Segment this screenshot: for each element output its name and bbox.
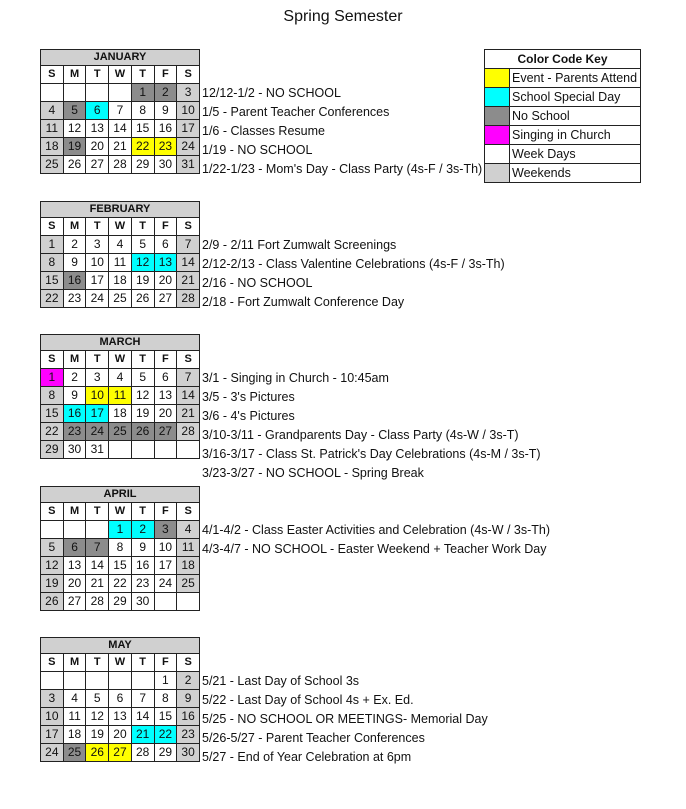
event-note: 1/5 - Parent Teacher Conferences [202,105,390,119]
day-of-week-header: W [109,654,132,672]
day-of-week-header: T [131,503,154,521]
month-notes [202,672,488,767]
week-row [41,405,200,423]
day-of-week-header: F [154,351,177,369]
key-row-singing [485,126,641,145]
day-cell: 22 [109,575,132,593]
empty-day-cell [41,672,64,690]
day-cell: 11 [41,120,64,138]
day-cell: 27 [86,156,109,174]
day-cell: 9 [154,102,177,120]
day-cell: 9 [63,254,86,272]
day-cell: 27 [154,290,177,308]
empty-day-cell [154,593,177,611]
day-of-week-header: M [63,351,86,369]
day-cell: 26 [131,423,154,441]
week-row [41,521,200,539]
day-cell: 14 [109,120,132,138]
day-cell: 10 [86,387,109,405]
day-cell: 24 [154,575,177,593]
day-cell: 4 [109,236,132,254]
month-calendar [40,637,200,762]
day-cell: 28 [86,593,109,611]
day-cell: 26 [131,290,154,308]
event-note: 3/5 - 3's Pictures [202,390,295,404]
event-note: 1/22-1/23 - Mom's Day - Class Party (4s-F / 3s-Th) [202,162,483,176]
day-cell: 25 [177,575,200,593]
weekends-swatch [485,164,510,183]
day-cell: 17 [86,405,109,423]
day-cell: 16 [131,557,154,575]
day-cell: 8 [41,387,64,405]
key-row-no-school [485,107,641,126]
month-march [40,334,200,459]
day-cell: 6 [63,539,86,557]
week-row [41,441,200,459]
day-cell: 21 [86,575,109,593]
event-note: 1/6 - Classes Resume [202,124,325,138]
month-calendar [40,334,200,459]
day-cell: 15 [154,708,177,726]
day-cell: 1 [41,369,64,387]
event-note: 3/10-3/11 - Grandparents Day - Class Party (4s-W / 3s-T) [202,428,519,442]
day-cell: 11 [63,708,86,726]
week-row [41,672,200,690]
day-of-week-header: S [41,503,64,521]
key-row-event [485,69,641,88]
week-row [41,387,200,405]
day-of-week-header: W [109,66,132,84]
key-row-weekends [485,164,641,183]
day-cell: 11 [109,387,132,405]
day-cell: 29 [154,744,177,762]
day-cell: 25 [109,423,132,441]
day-cell: 1 [131,84,154,102]
day-cell: 27 [109,744,132,762]
day-of-week-header: S [41,351,64,369]
day-cell: 28 [109,156,132,174]
day-of-week-header: T [86,66,109,84]
event-note: 2/12-2/13 - Class Valentine Celebrations (4s-F / 3s-Th) [202,257,505,271]
day-of-week-header: S [41,654,64,672]
month-name: JANUARY [41,50,200,66]
week-row [41,156,200,174]
event-note: 3/1 - Singing in Church - 10:45am [202,371,389,385]
day-cell: 15 [41,405,64,423]
page-title: Spring Semester [283,8,403,25]
day-cell: 14 [177,254,200,272]
day-cell: 26 [86,744,109,762]
empty-day-cell [109,441,132,459]
day-cell: 12 [86,708,109,726]
empty-day-cell [86,672,109,690]
day-cell: 20 [109,726,132,744]
day-cell: 18 [109,272,132,290]
day-cell: 29 [41,441,64,459]
day-cell: 3 [154,521,177,539]
empty-day-cell [63,672,86,690]
day-cell: 19 [131,405,154,423]
empty-day-cell [131,441,154,459]
day-cell: 1 [109,521,132,539]
day-cell: 30 [177,744,200,762]
day-of-week-header: F [154,654,177,672]
day-cell: 14 [131,708,154,726]
key-label: Singing in Church [510,126,641,145]
day-cell: 30 [131,593,154,611]
day-cell: 7 [86,539,109,557]
day-cell: 2 [177,672,200,690]
day-cell: 10 [41,708,64,726]
day-cell: 16 [63,272,86,290]
day-cell: 19 [131,272,154,290]
day-cell: 15 [41,272,64,290]
day-of-week-header: T [86,654,109,672]
empty-day-cell [86,521,109,539]
day-cell: 24 [177,138,200,156]
day-cell: 28 [177,290,200,308]
day-cell: 4 [41,102,64,120]
day-cell: 6 [109,690,132,708]
event-note: 1/19 - NO SCHOOL [202,143,313,157]
empty-day-cell [86,84,109,102]
day-cell: 2 [63,369,86,387]
day-cell: 9 [177,690,200,708]
week-row [41,272,200,290]
month-notes [202,236,505,312]
week-row [41,708,200,726]
day-of-week-header: M [63,503,86,521]
empty-day-cell [154,441,177,459]
day-cell: 18 [109,405,132,423]
day-of-week-header: S [177,503,200,521]
day-of-week-header: T [86,503,109,521]
month-notes [202,84,482,179]
day-of-week-header: T [86,218,109,236]
event-note: 2/9 - 2/11 Fort Zumwalt Screenings [202,238,397,252]
day-of-week-header: S [41,218,64,236]
day-cell: 16 [177,708,200,726]
day-cell: 2 [63,236,86,254]
day-cell: 22 [131,138,154,156]
day-of-week-header: S [177,654,200,672]
event-note: 5/26-5/27 - Parent Teacher Conferences [202,731,425,745]
day-cell: 10 [154,539,177,557]
month-name: FEBRUARY [41,202,200,218]
day-of-week-header: M [63,654,86,672]
day-cell: 1 [154,672,177,690]
week-row [41,84,200,102]
day-cell: 3 [86,236,109,254]
day-cell: 12 [41,557,64,575]
week-row [41,120,200,138]
day-cell: 29 [109,593,132,611]
day-cell: 31 [177,156,200,174]
day-of-week-header: T [131,351,154,369]
day-cell: 29 [131,156,154,174]
event-note: 4/3-4/7 - NO SCHOOL - Easter Weekend + Teacher Work Day [202,542,547,556]
day-cell: 27 [63,593,86,611]
week-row [41,593,200,611]
day-cell: 7 [131,690,154,708]
day-cell: 13 [86,120,109,138]
month-name: APRIL [41,487,200,503]
event-note: 3/16-3/17 - Class St. Patrick's Day Celebrations (4s-M / 3s-T) [202,447,541,461]
day-cell: 5 [131,369,154,387]
month-notes [202,521,550,559]
day-cell: 21 [109,138,132,156]
day-cell: 14 [86,557,109,575]
month-name: MAY [41,638,200,654]
day-cell: 21 [177,272,200,290]
day-cell: 5 [41,539,64,557]
day-of-week-header: S [177,218,200,236]
day-cell: 10 [86,254,109,272]
day-cell: 6 [154,236,177,254]
day-cell: 25 [63,744,86,762]
day-cell: 26 [63,156,86,174]
day-of-week-header: T [131,66,154,84]
week-row [41,290,200,308]
day-of-week-header: T [131,218,154,236]
week-row [41,575,200,593]
day-cell: 16 [154,120,177,138]
week-row [41,539,200,557]
month-calendar [40,201,200,308]
day-cell: 24 [41,744,64,762]
day-cell: 4 [63,690,86,708]
day-cell: 18 [177,557,200,575]
week-row [41,254,200,272]
event-note: 2/16 - NO SCHOOL [202,276,313,290]
day-cell: 5 [86,690,109,708]
day-cell: 12 [63,120,86,138]
day-of-week-header: T [131,654,154,672]
day-cell: 13 [63,557,86,575]
month-name: MARCH [41,335,200,351]
day-cell: 30 [63,441,86,459]
day-cell: 16 [63,405,86,423]
empty-day-cell [63,84,86,102]
day-of-week-header: F [154,66,177,84]
event-note: 3/6 - 4's Pictures [202,409,295,423]
empty-day-cell [109,672,132,690]
day-cell: 30 [154,156,177,174]
event-note: 2/18 - Fort Zumwalt Conference Day [202,295,405,309]
day-cell: 20 [154,405,177,423]
day-cell: 8 [154,690,177,708]
day-cell: 24 [86,423,109,441]
event-note: 5/21 - Last Day of School 3s [202,674,360,688]
event-note: 12/12-1/2 - NO SCHOOL [202,86,341,100]
week-row [41,423,200,441]
day-cell: 23 [131,575,154,593]
day-cell: 17 [86,272,109,290]
day-cell: 3 [86,369,109,387]
day-cell: 12 [131,387,154,405]
day-of-week-header: W [109,503,132,521]
day-cell: 3 [41,690,64,708]
day-cell: 23 [177,726,200,744]
day-cell: 18 [41,138,64,156]
day-cell: 11 [177,539,200,557]
day-cell: 28 [177,423,200,441]
month-calendar [40,49,200,174]
day-cell: 6 [154,369,177,387]
week-row [41,690,200,708]
week-row [41,102,200,120]
day-cell: 7 [109,102,132,120]
day-of-week-header: M [63,66,86,84]
event-note: 5/25 - NO SCHOOL OR MEETINGS- Memorial Day [202,712,488,726]
day-of-week-header: M [63,218,86,236]
day-cell: 4 [109,369,132,387]
key-label: School Special Day [510,88,641,107]
day-cell: 6 [86,102,109,120]
month-february [40,201,200,308]
day-cell: 9 [131,539,154,557]
day-cell: 31 [86,441,109,459]
day-cell: 19 [63,138,86,156]
day-of-week-header: F [154,218,177,236]
event-swatch [485,69,510,88]
day-cell: 22 [41,423,64,441]
week-row [41,726,200,744]
event-note: 3/23-3/27 - NO SCHOOL - Spring Break [202,466,424,480]
day-of-week-header: F [154,503,177,521]
day-cell: 24 [86,290,109,308]
day-cell: 8 [131,102,154,120]
day-of-week-header: S [177,66,200,84]
month-calendar [40,486,200,611]
day-of-week-header: S [177,351,200,369]
day-cell: 23 [154,138,177,156]
key-row-weekdays [485,145,641,164]
key-label: Event - Parents Attend [510,69,641,88]
day-cell: 21 [177,405,200,423]
day-cell: 22 [154,726,177,744]
day-cell: 7 [177,369,200,387]
day-cell: 14 [177,387,200,405]
day-cell: 10 [177,102,200,120]
day-cell: 13 [109,708,132,726]
empty-day-cell [109,84,132,102]
no-school-swatch [485,107,510,126]
day-cell: 23 [63,290,86,308]
month-january [40,49,200,174]
day-cell: 28 [131,744,154,762]
week-row [41,236,200,254]
day-cell: 5 [131,236,154,254]
day-cell: 13 [154,254,177,272]
day-cell: 12 [131,254,154,272]
day-cell: 27 [154,423,177,441]
day-cell: 19 [86,726,109,744]
month-notes [202,369,541,483]
day-of-week-header: S [41,66,64,84]
event-note: 5/22 - Last Day of School 4s + Ex. Ed. [202,693,414,707]
singing-swatch [485,126,510,145]
key-row-special [485,88,641,107]
day-of-week-header: W [109,218,132,236]
key-label: Weekends [510,164,641,183]
day-cell: 20 [154,272,177,290]
day-cell: 25 [109,290,132,308]
day-cell: 5 [63,102,86,120]
week-row [41,138,200,156]
day-cell: 20 [63,575,86,593]
empty-day-cell [41,84,64,102]
day-cell: 2 [154,84,177,102]
event-note: 4/1-4/2 - Class Easter Activities and Celebration (4s-W / 3s-Th) [202,523,551,537]
day-cell: 25 [41,156,64,174]
day-cell: 7 [177,236,200,254]
day-cell: 18 [63,726,86,744]
color-code-key [484,49,641,183]
day-cell: 1 [41,236,64,254]
day-cell: 19 [41,575,64,593]
key-label: Week Days [510,145,641,164]
color-key-header: Color Code Key [485,50,641,69]
day-cell: 13 [154,387,177,405]
weekdays-swatch [485,145,510,164]
empty-day-cell [177,441,200,459]
week-row [41,369,200,387]
day-cell: 23 [63,423,86,441]
empty-day-cell [177,593,200,611]
special-day-swatch [485,88,510,107]
day-cell: 8 [41,254,64,272]
day-cell: 20 [86,138,109,156]
day-cell: 26 [41,593,64,611]
day-cell: 3 [177,84,200,102]
month-may [40,637,200,762]
day-cell: 11 [109,254,132,272]
key-label: No School [510,107,641,126]
day-of-week-header: T [86,351,109,369]
day-cell: 15 [109,557,132,575]
day-cell: 9 [63,387,86,405]
empty-day-cell [131,672,154,690]
day-cell: 8 [109,539,132,557]
week-row [41,557,200,575]
empty-day-cell [63,521,86,539]
day-cell: 2 [131,521,154,539]
day-of-week-header: W [109,351,132,369]
day-cell: 4 [177,521,200,539]
day-cell: 17 [177,120,200,138]
day-cell: 17 [41,726,64,744]
day-cell: 17 [154,557,177,575]
month-april [40,486,200,611]
day-cell: 15 [131,120,154,138]
empty-day-cell [41,521,64,539]
day-cell: 22 [41,290,64,308]
week-row [41,744,200,762]
event-note: 5/27 - End of Year Celebration at 6pm [202,750,412,764]
day-cell: 21 [131,726,154,744]
